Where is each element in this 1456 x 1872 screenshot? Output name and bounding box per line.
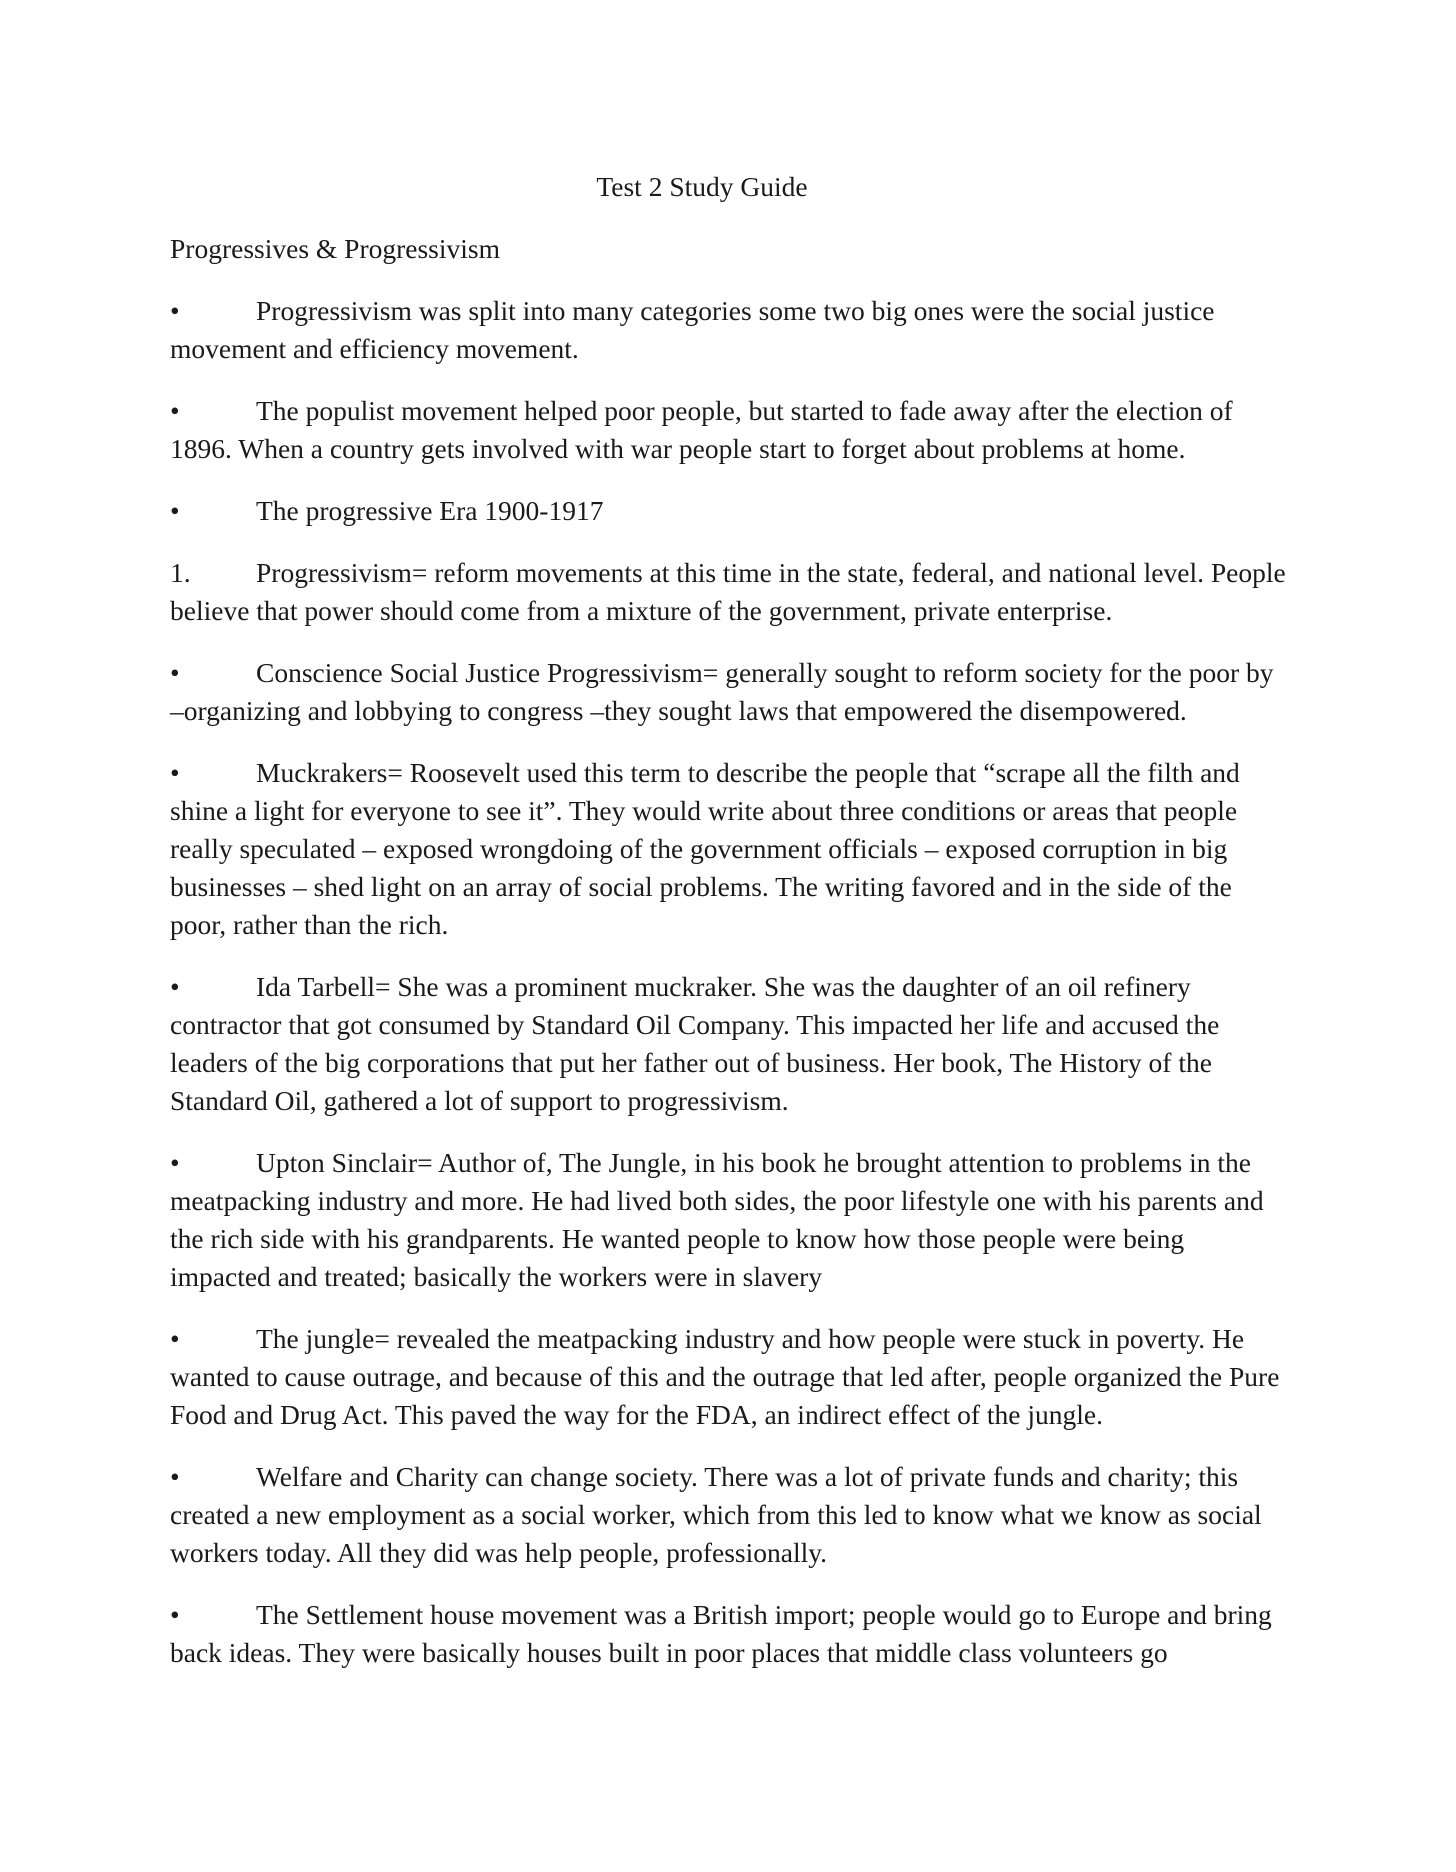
bullet-marker: • (170, 1147, 180, 1178)
list-item (170, 1458, 1290, 1572)
item-text: The Settlement house movement was a British import; people would go to Europe and bring back ideas. They were basically houses built in poor places that middle class volunteers go (170, 1599, 1272, 1668)
section-heading: Progressives & Progressivism (170, 233, 500, 264)
item-text: Ida Tarbell= She was a prominent muckraker. She was the daughter of an oil refinery contractor that got consumed by Standard Oil Company. This impacted her life and accused the leaders of the big corporations that put her father out of business. Her book, The History of the Standard Oil, gathered a lot of support to progressivism. (170, 971, 1220, 1116)
item-text: Progressivism was split into many categories some two big ones were the social justice movement and efficiency movement. (170, 295, 1215, 364)
list-item (170, 392, 1290, 468)
item-text: Progressivism= reform movements at this time in the state, federal, and national level. People believe that power should come from a mixture of the government, private enterprise. (170, 557, 1286, 626)
list-item (170, 492, 1290, 530)
list-item (170, 1596, 1290, 1672)
bullet-marker: • (170, 971, 180, 1002)
bullet-marker: • (170, 757, 180, 788)
item-text: Upton Sinclair= Author of, The Jungle, in his book he brought attention to problems in the meatpacking industry and more. He had lived both sides, the poor lifestyle one with his parents and the rich side with his grandparents. He wanted people to know how those people were being impacted and treated; basically the workers were in slavery (170, 1147, 1264, 1292)
bullet-marker: • (170, 495, 180, 526)
bullet-marker: • (170, 657, 180, 688)
bullet-marker: • (170, 295, 180, 326)
number-marker: 1. (170, 557, 191, 588)
list-item (170, 554, 1290, 630)
item-text: Conscience Social Justice Progressivism= generally sought to reform society for the poor by –organizing and lobbying to congress –they sought laws that empowered the disempowered. (170, 657, 1274, 726)
bullet-marker: • (170, 1461, 180, 1492)
item-text: Welfare and Charity can change society. There was a lot of private funds and charity; this created a new employment as a social worker, which from this led to know what we know as social workers today. All they did was help people, professionally. (170, 1461, 1262, 1568)
list-item (170, 1320, 1290, 1434)
bullet-marker: • (170, 1323, 180, 1354)
document-page (170, 168, 1290, 1696)
list-item (170, 968, 1290, 1120)
bullet-marker: • (170, 395, 180, 426)
item-text: The progressive Era 1900-1917 (256, 495, 604, 526)
item-text: The populist movement helped poor people, but started to fade away after the election of 1896. When a country gets involved with war people start to forget about problems at home. (170, 395, 1233, 464)
bullet-marker: • (170, 1599, 180, 1630)
list-item (170, 292, 1290, 368)
document-title: Test 2 Study Guide (596, 171, 808, 202)
list-item (170, 754, 1290, 944)
list-item (170, 654, 1290, 730)
item-text: Muckrakers= Roosevelt used this term to describe the people that “scrape all the filth and shine a light for everyone to see it”. They would write about three conditions or areas that people really speculated – exposed wrongdoing of the government officials – exposed corruption in big businesses – shed light on an array of social problems. The writing favored and in the side of the poor, rather than the rich. (170, 757, 1240, 940)
item-text: The jungle= revealed the meatpacking industry and how people were stuck in poverty. He wanted to cause outrage, and because of this and the outrage that led after, people organized the Pure Food and Drug Act. This paved the way for the FDA, an indirect effect of the jungle. (170, 1323, 1280, 1430)
list-item (170, 1144, 1290, 1296)
